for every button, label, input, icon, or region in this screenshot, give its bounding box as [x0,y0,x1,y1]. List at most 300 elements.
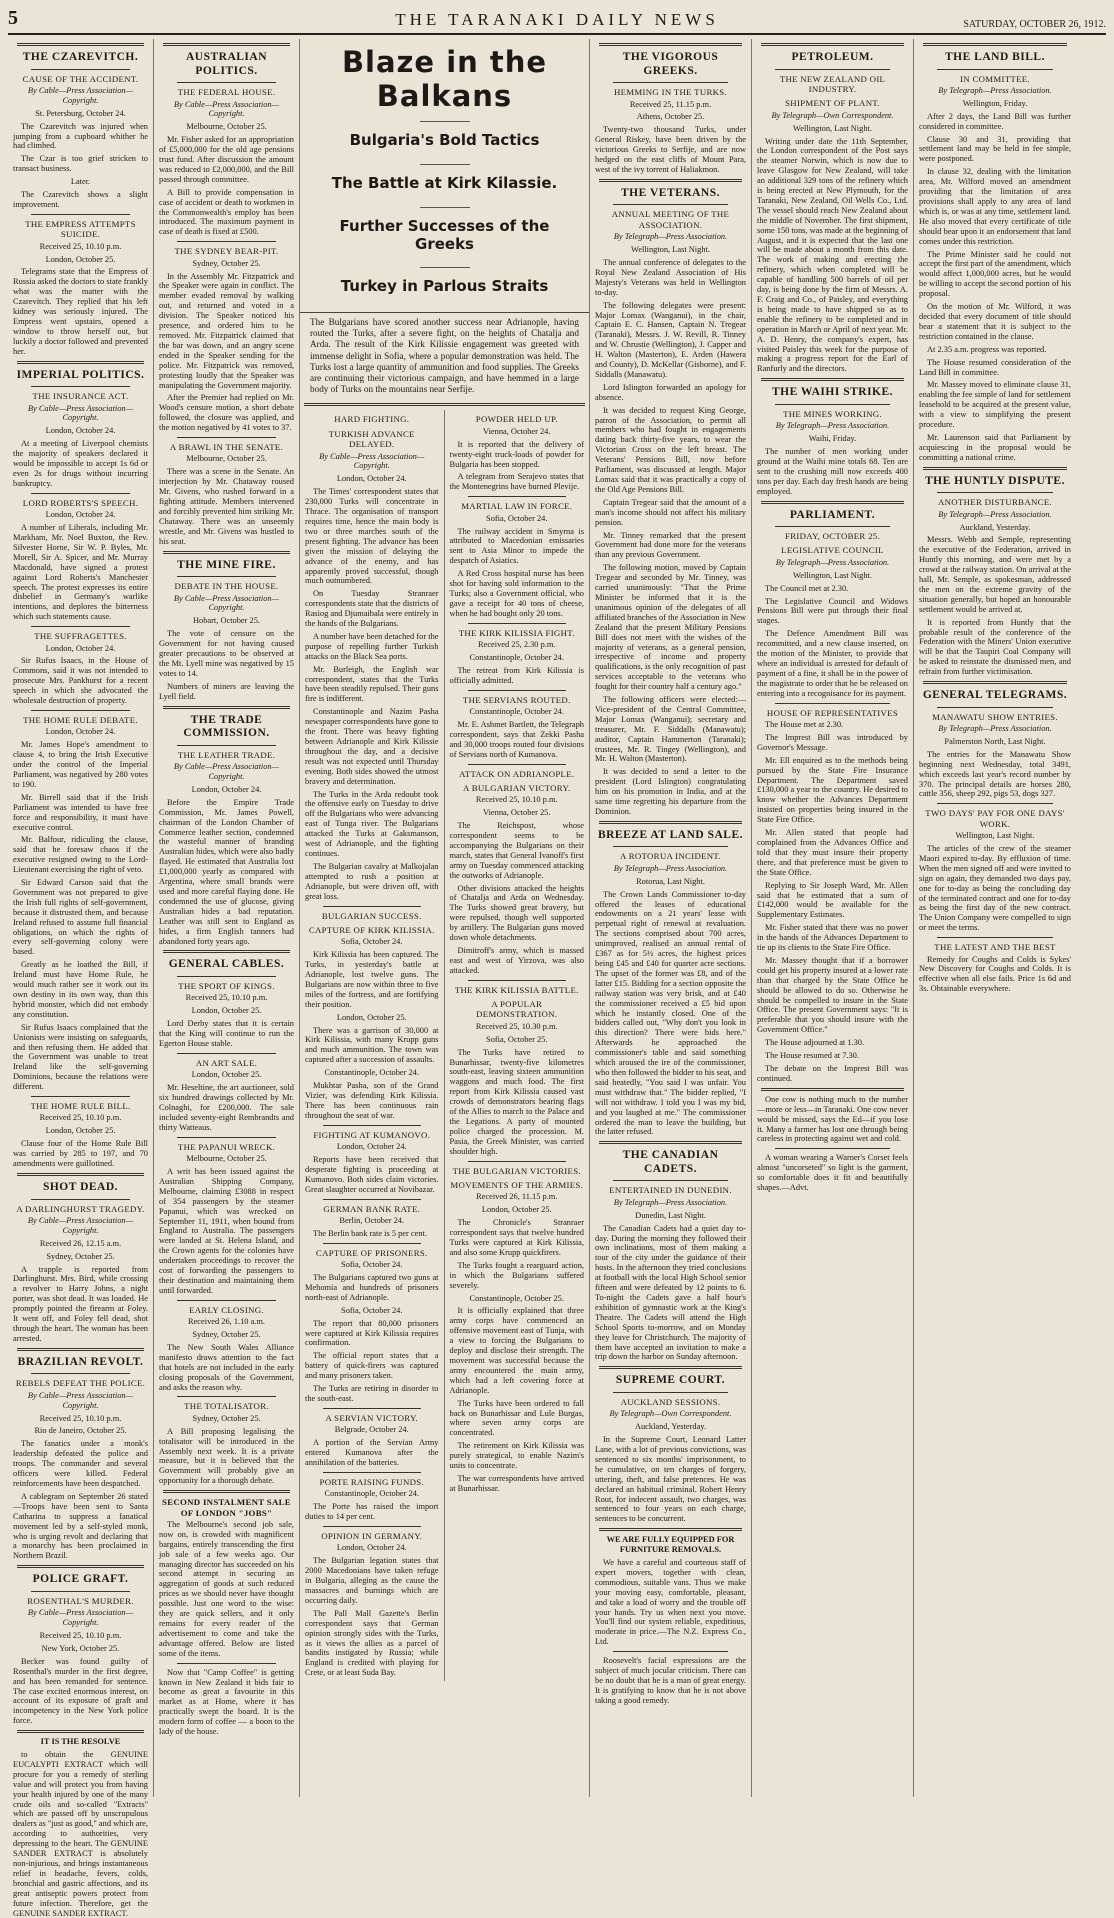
column-6 [914,39,1076,1797]
newspaper-title: THE TARANAKI DAILY NEWS [395,10,719,29]
article-subhead: THE SERVIANS ROUTED. [462,694,571,705]
paragraph: The following delegates were present: Major Lomax (Wanganui), in the chair, Captain E. C. Hansen, Captain N. Tregear (Taranaki), Messrs. J. W. Revill, R. Tinney and W. Chrustie (Wellington), J. Capper and H. Walton (Masterton), E. Arden (Hawera and County), D. McKellar (Gisborne), and F. Siddalls (Manawatu). [595,300,746,379]
divider [17,1730,144,1733]
divider [775,404,890,405]
paragraph: The House resumed consideration of the Land Bill in committee. [919,357,1071,377]
paragraph: The entries for the Manawatu Show beginning next Wednesday, total 3491, which exceeds last year's record number by 370. The principal details are horses 280, cattle 356, sheep 292, pigs 53, dogs 327. [919,749,1071,799]
received-line: Received 25, 10.10 p.m. [39,1413,122,1423]
article-headline: BRAZILIAN REVOLT. [17,1355,144,1368]
divider [420,267,470,268]
paragraph: Writing under date the 11th September, the London correspondent of the Post says the steamer Norwin, which is now due to leave Glasgow for New Zealand, will take an additional 329 tons of the refinery which is being erected at New Plymouth, for the Taranaki, New Zealand, Oil Wells Co., Ltd. The vessel should reach New Zealand about the middle of November. The first shipment, some 150 tons, was made at the beginning of August, and it is expected that the last one will be made about a month from this date. The work of making and erecting the refinery, which when completed will be capable of handling 500 barrels of oil per day, is being done by the firm of Messrs. A. F. Craig and Co., of Paisley, and everything is being made to have shipped so as to enable the refinery to be completed and in operation in March or April of next year. Mr. A. D. Henry, the company's expert, has visited Paisley this week for the purpose of making a progress report for the Earl of Ranfurly and the directors. [757,136,908,374]
paragraph: The retirement on Kirk Kilissia was purely strategical, to enable Nazim's units to concentrate. [449,1441,584,1471]
byline: By Telegraph—Press Association. [613,1197,728,1207]
article-subhead: THE SPORT OF KINGS. [178,980,275,991]
article-subhead: THE HOME RULE DEBATE. [23,714,138,725]
article-subhead: OPINION IN GERMANY. [321,1531,423,1541]
paragraph: Mr. Massey moved to eliminate clause 31, enabling the fee simple of land for settlement leasehold to be acquired at the present value, with a view to simplifying the present procedure. [919,380,1071,430]
divider [177,1053,276,1054]
paragraph: The Czarevitch was injured when jumping from a cupboard whither he had climbed. [13,121,148,151]
dateline: Vienna, October 24. [483,426,551,436]
advertisement-heading: WE ARE FULLY EQUIPPED FOR FURNITURE REMOVALS. [606,1535,735,1555]
divider [761,378,904,381]
paragraph: The report that 80,000 prisoners were captured at Kirk Kilissia requires confirmation. [305,1318,439,1348]
dateline: Wellington, Last Night. [631,245,710,255]
article-headline: GENERAL CABLES. [168,958,285,971]
dateline: Wellington, Friday. [962,98,1028,108]
article-headline: THE MINE FIRE. [177,558,276,571]
paragraph: Mr. Tinney remarked that the present Government had done more for the veterans than any previous Government. [595,530,746,560]
received-line: Received 26, 1.10 a.m. [188,1317,265,1327]
article-subhead: THE KIRK KILISSIA BATTLE. [454,984,579,995]
paragraph: The Times' correspondent states that 230,000 Turks will concentrate in Thrace. The organisation of transport requires time, hence the main body is two or three marches south of the present fighting. The advance has been given the mission of delaying the advance of the enemy, and has apparently proved successful, though much outnumbered. [305,487,439,586]
divider [937,69,1053,70]
paragraph: The Crown Lands Commissioner to-day offered the leases of educational endowments on a 21 years' lease with perpetual right of renewal at revaluation. The sections comprised about 700 acres, unimproved, realised an annual rental of £367 as for 5½ acres, the highest prices being £45 and £40 for quarter acre sections. The upset of the former was £8, and of the latter £15. Bidding for a section opposite the railway station was very brisk, and at £40 the commissioner received a £5 bid upon which he instantly closed. One of the bidders called out, "Why don't you look in this direction? There were bids here." Afterwards he approached the commissioner's table and said something which aroused the ire of the commissioner, who then followed the bidder to his seat, and said heatedly, "You said I was unfair. You must withdraw that." The bidder replied, "I will not withdraw. I told you I was my bid, and you laughed at me." The commissioner ordered the man to leave the building, but the latter refused. [595,889,746,1137]
paragraph: The Turks are retiring in disorder to the south-east. [305,1384,439,1403]
received-line: Received 25, 10.10 p.m. [185,993,268,1003]
divider [613,846,728,847]
paragraph: Mukhtar Pasha, son of the Grand Vizier, was defending Kirk Kilissia. There has been continuous rain throughout the seat of war. [305,1081,439,1120]
article-subhead: PORTE RAISING FUNDS. [319,1476,424,1487]
column-1 [8,39,154,1918]
divider [17,361,144,364]
divider [31,710,130,711]
article-subhead: MOVEMENTS OF THE ARMIES. [450,1180,584,1190]
paragraph: Clause 30 and 31, providing that settlement land may be held in fee simple, were postponed. [919,134,1071,164]
divider [323,1526,421,1527]
paragraph: The Turks in the Arda redoubt took the offensive early on Tuesday to drive off the Bulgarians who were advancing east of Tunga river. The Bulgarians attacked the Turks at Gaksmanson, west of Adrianople, and the fighting continues. [305,789,439,858]
divider [613,82,728,83]
divider [468,980,567,981]
divider [31,1373,130,1374]
article-subhead: A POPULAR DEMONSTRATION. [476,999,558,1020]
divider [31,214,130,215]
byline: By Telegraph—Own Correspondent. [609,1409,732,1419]
article-subhead: MANAWATU SHOW ENTRIES. [932,711,1058,722]
divider [937,803,1053,804]
divider [761,501,904,504]
article-headline: THE LAND BILL. [945,51,1045,63]
divider [177,1300,276,1301]
byline: By Cable—Press Association—Copyright. [319,451,425,471]
paragraph: Mr. Balfour, ridiculing the clause, said that he foresaw chaos if the executive resigned owing to the Lord-Lieutenant exercising the right of veto. [13,835,148,875]
dateline: St. Petersburg, October 24. [35,108,126,118]
paragraph: The Pall Mall Gazette's Berlin correspondent says that German opinion strongly sides with the Turks, as it views the allies as a parcel of bandits instigated by Russia; while England is credited with playing for Crete, or at least Suda Bay. [305,1608,439,1678]
divider [163,43,290,46]
paragraph: Sir Edward Carson said that the Government was not prepared to give the Irish full rights of self-government, because it distrusted them, and because Ireland refused to assume full financial obligations, on which the rights of every self-governing colony were based. [13,878,148,957]
paragraph: It is officially explained that three army corps have commenced an offensive movement east of Tunja, with a view to forcing the Bulgarians to deploy and disclose their strength. The movement was successful because the army encountered the main army, which had a left covering force at Adrianople. [449,1306,584,1395]
dateline: Later. [70,177,91,187]
received-line: Received 26, 11.15 p.m. [476,1192,558,1202]
paragraph: The Bulgarian legation states that 2000 Macedonians have taken refuge in Bulgaria, alleging as the cause the massacres and burnings which are occurring daily. [305,1556,439,1605]
paragraph: The vote of censure on the Government for not having caused greater precautions to be observed at the Mt. Lyell mine was negatived by 15 votes to 14. [159,629,294,678]
paragraph: The articles of the crew of the steamer Maori expired to-day. By effluxion of time. When the men signed off and were invited to sign on again, they demanded two days pay, one for to-day as being the concluding day of the terminated contract and one for to-day as being the first day of the new contract. The Union Company were compelled to sign or meet the terms. [919,844,1071,933]
paragraph: On the motion of Mr. Wilford, it was decided that every document of title should bear a statement that it is subject to the restriction contained in the clause. [919,302,1071,341]
divider [31,1096,130,1097]
paragraph: At 2.35 a.m. progress was reported. [927,344,1047,354]
divider [937,937,1053,938]
dateline: Sydney, October 25. [46,1251,115,1261]
paragraph: Mr. Fisher stated that there was no power in the hands of the Advances Department to tie up its clients to the State Fire Office. [757,923,908,953]
paragraph: Dimitroff's army, which is massed east and west of Yirzova, was also attacked. [449,946,584,975]
divider [937,707,1053,708]
paragraph: A Red Cross hospital nurse has been shot for having sold information to the Turks; also a Government official, who gave a receipt for 40 tons of cheese, when he had bought only 20 tons. [449,569,584,618]
article-subhead: HEMMING IN THE TURKS. [613,87,727,98]
lead-headline: Blaze in the Balkans [341,45,548,114]
dateline: Dunedin, Last Night. [635,1210,706,1220]
byline: By Cable—Press Association—Copyright. [27,1215,134,1235]
paragraph: Mr. E. Ashmet Bartlett, the Telegraph correspondent, says that Zekki Pasha and 30,000 troops routed four divisions of Servians north of Kumanova. [449,719,584,759]
paragraph: At a meeting of Liverpool chemists the majority of speakers declared it would be impossible to accept 1s 6d or even 2s for drugs without incurring bankruptcy. [13,439,148,488]
lead-subheadline: Turkey in Parlous Straits [340,277,549,296]
paragraph: Mr. James Hope's amendment to clause 4, to bring the Irish Executive under the control of the Imperial Parliament, was negatived by 280 votes to 190. [13,740,148,789]
article-subhead: FIGHTING AT KUMANOVO. [313,1129,431,1140]
paragraph: It is reported from Huntly that the probable result of the conference of the Federation with the Miners' Union executive will be that the Taupiri Coal Company will be asked to reinstate the dismissed men, and refrain from further victimisation. [919,617,1071,677]
dateline: London, October 25. [45,254,116,264]
received-line: Received 25, 10.10 p.m. [475,795,558,805]
dateline: Vienna, October 25. [483,808,551,818]
divider [323,906,421,907]
column-2 [154,39,300,1797]
paragraph: The official report states that a battery of quick-firers was captured and many prisoners taken. [305,1351,439,1381]
article-headline: IMPERIAL POLITICS. [16,368,145,381]
article-subhead: A BRAWL IN THE SENATE. [169,442,284,453]
article-headline: PETROLEUM. [791,51,874,63]
divider [420,121,470,122]
article-subhead: ANOTHER DISTURBANCE. [937,497,1052,508]
article-subhead: DEBATE IN THE HOUSE. [174,581,279,592]
byline: By Cable—Press Association—Copyright. [27,403,134,423]
paragraph: Clause four of the Home Rule Bill was carried by 285 to 197, and 70 amendments were guillotined. [13,1139,148,1169]
dateline: Sofia, October 25. [486,1034,548,1044]
paragraph: The number of men working under ground at the Waihi mine totals 68. Ten are sent to the crushing mill now exceeds 400 tons per day. Each day fresh hands are being employed. [757,447,908,496]
paragraph: Mr. Burleigh, the English war correspondent, states that the Turks have been steadily repulsed. Their guns fire is indifferent. [305,664,439,704]
divider [775,1148,890,1149]
dateline: Belgrade, October 24. [334,1425,409,1435]
paragraph: After the Premier had replied on Mr. Wood's censure motion, a short debate followed, the closure was applied, and the motion negatived by 41 votes to 37. [159,393,294,433]
article-headline: THE CZAREVITCH. [22,51,139,63]
divider [599,43,742,46]
article-subhead: THE HOME RULE BILL. [30,1101,131,1112]
paragraph: Other divisions attacked the heights of Chatalja and Arda on Wednesday. The Turks showed great bravery, but were repulsed, though well supported by artillery. The Bulgarian guns moved down whole detachments. [449,883,584,943]
dateline: London, October 24. [45,426,116,436]
divider [599,179,742,182]
divider [599,821,742,824]
article-headline: SHOT DEAD. [42,1180,119,1193]
byline: By Telegraph—Press Association. [938,85,1052,95]
paragraph: It was decided to request King George, patron of the Association, to permit all members who had fought in engagements dating back thirty-five years, to wear the Victorian Cross on the left breast. The Veterans' Pensions Bill, now before Parliament, was discussed at length. Major Lomax said that it was practically a copy of the Old Age Pensions Bill. [595,405,746,494]
paragraph: Mr. Birrell said that if the Irish Parliament was intended to have free force and responsibility, it must have executive control. [13,792,148,832]
divider [17,43,144,46]
paragraph: In the Assembly Mr. Fitzpatrick and the Speaker were again in conflict. The member evaded removal by walking out, and returned and voted in a division. The Speaker noticed his presence, and ordered him to be removed. Mr. Fitzpatrick claimed that the bar was down, and an angry scene ended in the Speaker sending for the police. Mr. Fitzpatrick was removed, protesting loudly that the Speaker was manipulating the Government majority. [159,271,294,390]
dateline: Sofia, October 24. [486,513,548,523]
byline: By Telegraph—Press Association. [938,724,1052,734]
divider [31,626,130,627]
paragraph: A Bill proposing legalising the totalisator will be introduced in the Assembly next week. It is a private measure, but it is believed that the Government will probably give an opportunity for a thorough debate. [159,1426,294,1486]
divider [761,43,904,46]
divider [613,1651,728,1652]
byline: By Cable—Press Association—Copyright. [173,593,280,613]
paragraph: A telegram from Serajevo states that the Montenegrins have burned Plevije. [449,472,584,492]
received-line: Received 25, 10.10 p.m. [39,1630,122,1640]
article-subhead: HARD FIGHTING. [334,414,410,425]
paragraph: Sir Rufus Isaacs, in the House of Commons, said it was not intended to prosecute Mrs. Pankhurst for a recent speech in which she advocated the wholesale destruction of property. [13,656,148,706]
paragraph: A trapple is reported from Darlinghurst. Mrs. Bird, while crossing a revolver to Harry Johns, a night porter, was shot dead. It was loaded. He promptly pointed the firearm at Foley. It went off, and Foley fell dead, shot through the heart. The woman has been arrested. [13,1264,148,1343]
article-subhead: CAPTURE OF KIRK KILISSIA. [308,924,435,935]
article-subhead: ENTERTAINED IN DUNEDIN. [609,1185,732,1196]
dateline: Melbourne, October 25. [186,454,267,464]
article-subhead: MARTIAL LAW IN FORCE. [461,501,573,512]
dateline: Auckland, Yesterday. [634,1422,707,1432]
divider [613,1180,728,1181]
dateline: Auckland, Yesterday. [959,522,1031,532]
lead-right-column [445,410,590,1681]
article-subhead: THE MINES WORKING. [783,408,882,419]
divider [304,403,585,406]
paragraph: The following motion, moved by Captain Tregear and seconded by Mr. Tinney, was carried unanimously: "That the Prime Minister be informed that it is the unanimous opinion of the delegates of all affiliated branches of the Association in New Zealand that the present Military Pensions Bill does not meet with the wishes of the majority of veterans, as a general pension, irrespective of income and property qualifications, is the only recognition of past services acceptable to the veterans who fought for their country half a century ago." [595,563,747,692]
article-subhead: THE INSURANCE ACT. [32,391,129,402]
dateline: Melbourne, October 25. [186,122,267,132]
article-subhead: A BULGARIAN VICTORY. [463,782,571,793]
dateline: London, October 25. [191,1006,262,1016]
dateline: Constantinople, October 24. [324,1068,419,1078]
divider [163,950,290,953]
paragraph: The Canadian Cadets had a quiet day to-day. During the morning they followed their own inclinations, most of them making a tour of the city under the guidance of their hosts. In the afternoon they tried conclusions at football with the local High School senior fifteen and were defeated by 12 points to 6. To-night the Cadets gave a half hour's exhibition of gymnastic work at the King's Theatre. The Cadets will attend the High School Sports to-morrow, and on Monday they leave for Christchurch. The majority of them have accepted an invitation to make a trip down the harbor on Sunday afternoon. [595,1223,746,1362]
article-subhead: FRIDAY, OCTOBER 25. [785,531,880,542]
article-subhead: A SERVIAN VICTORY. [325,1412,418,1423]
paragraph: The Bulgarian cavalry at Malkojalan attempted to rush a position at Adrianople, but were driven off, with great loss. [305,861,439,901]
advertisement-text: The Melbourne's second job sale, now on, is crowded with magnificent bargains, entirely transcending the first job sale of a few weeks ago. Our managing director has succeeded on his second attempt in securing an aggregation of goods at such reduced prices as we should never have thought possible. Just one word to the wise: they are quick sellers, and it only remains for every reader of the advertisement to come and take the advantage offered. Below are listed some of the items. [159,1519,294,1658]
paragraph: In clause 32, dealing with the limitation area, Mr. Wilford moved an amendment providing that the limitation of area provisions shall apply to any area of land which is, or was at any time, settlement land. He also moved that every certificate of title should bear upon it an endorsement that land comes under this restriction. [919,167,1071,246]
article-subhead: AN ART SALE. [195,1057,258,1068]
dateline: Sofia, October 24. [341,937,403,947]
dateline: Berlin, October 24. [339,1215,405,1225]
advertisement-text: We have a careful and courteous staff of expert movers, together with clean, commodious, suitable vans. Thus we make your moving easy, comfortable, pleasant, and take a load of worry and the trouble off your hands. Try us when next you move. You'll find our system reliable, expeditious, moderate in price.—The N.Z. Express Co., Ltd. [595,1558,746,1647]
paragraph: Mr. Laurenson said that Parliament by acquiescing in the proposal would be committing a national crime. [919,432,1071,462]
paragraph: Mr. Fisher asked for an appropriation of £5,000,000 for the old age pensions trust fund. After discussion the amount was reduced to £2,000,000, and the Bill passed through committee. [159,135,294,184]
divider [31,1199,130,1200]
article-subhead: THE FEDERAL HOUSE. [177,87,276,98]
paragraph: Mr. Ell enquired as to the methods being pursued by the State Fire Insurance Department. The Department saved £130,000 a year to the country. He desired to know whether the Advances Department insisted on properties being insured in the State Fire Office. [757,755,908,825]
byline: By Telegraph—Press Association. [775,557,890,567]
article-subhead: TWO DAYS' PAY FOR ONE DAYS' WORK. [925,808,1065,829]
divider [177,1396,276,1397]
article-subhead: A DARLINGHURST TRAGEDY. [16,1203,145,1214]
dateline: London, October 24. [336,1543,407,1553]
article-headline: BREEZE AT LAND SALE. [597,828,744,841]
paragraph: Reports have been received that desperate fighting is proceeding at Kumanovo. Both sides claim victories. Great slaughter occurred at Novibazar. [305,1154,439,1194]
advertisement-heading: IT IS THE RESOLVE [40,1737,121,1747]
column-4 [590,39,752,1797]
article-headline: GENERAL TELEGRAMS. [922,689,1068,702]
paragraph: The Council met at 2.30. [765,583,849,593]
paragraph: Telegrams state that the Empress of Russia asked the doctors to state frankly what was the matter with the Czarevitch. They replied that his left kidney was seriously injured. The Empress went upstairs, opened a window to throw herself out, but luckily a doctor followed and prevented her. [13,267,148,356]
divider [468,1161,567,1162]
dateline: Wellington, Last Night. [793,123,872,133]
article-subhead: THE BULGARIAN VICTORIES. [452,1165,581,1176]
article-headline: POLICE GRAFT. [32,1573,129,1586]
article-headline: THE CANADIAN CADETS. [622,1149,719,1175]
dateline: London, October 25. [45,1126,116,1136]
paragraph: A writ has been issued against the Australian Shipping Company, Melbourne, claiming £3088 in respect of 354 passengers by the steamer Papanui, which was wrecked on September 11, 1911, when bound from England to Australia. The passengers were landed at St. Helena Island, and the Crown agents for the colonies have undertaken proceedings to recover the cost of forwarding the passengers to their destination and maintaining them until forwarded. [159,1166,294,1295]
divider [923,43,1067,46]
received-line: Received 25, 10.30 p.m. [475,1021,558,1031]
paragraph: Becker was found guilty of Rosenthal's murder in the first degree, and has been remanded for sentence. The case excited enormous interest, on account of its exposure of graft and incompetency in the New York police force. [13,1656,148,1726]
dateline: Waihi, Friday. [808,434,857,444]
byline: By Telegraph—Press Association. [613,863,728,873]
divider [923,681,1067,684]
dateline: Sydney, October 25. [192,258,261,268]
article-subhead: REBELS DEFEAT THE POLICE. [15,1378,146,1389]
paragraph: The New South Wales Alliance manifesto draws attention to the fact that hotels are not included in the early closing proposals of the Government, and asks the reason why. [159,1342,294,1392]
paragraph: Lord Derby states that it is certain that the King will continue to run the Egerton House stable. [159,1019,294,1048]
article-headline: PARLIAMENT. [789,508,876,521]
divider [613,204,728,205]
paragraph: The fanatics under a monk's leadership defeated the police and troops. The commander and several officers were killed. Federal reinforcements have been despatched. [13,1439,148,1488]
lead-summary: The Bulgarians have scored another success near Adrianople, having routed the Turks, after a severe fight, on the heights of Chatalja and Arda. The result of the Kirk Kilissie engagement was greeted with immense delight in Sofia, where a popular demonstration was held. The Turks lost a large quantity of ammunition and food supplies. The Greeks are continuing their victorious campaign, and have hemmed in a large body of Turks on the mountains near Serfije. [310,316,579,395]
dateline: London, October 24. [45,643,116,653]
paragraph: On Tuesday Stranraer correspondents state that the districts of Rasiog and Djumaibala were entirely in the hands of the Bulgarians. [305,589,439,629]
byline: By Telegraph—Press Association. [613,232,728,242]
paragraph: Replying to Sir Joseph Ward, Mr. Allen said that he estimated that a sum of £142,000 would be available for the Supplementary Estimates. [757,880,908,920]
paragraph: The Legislative Council and Widows Pensions Bill were put through their final stages. [757,596,908,626]
paragraph: A number have been detached for the purpose of repelling further Turkish attacks on the Black Sea ports. [305,631,439,661]
paragraph: The House met at 2.30. [765,720,844,729]
divider [163,551,290,554]
divider [468,764,567,765]
paragraph: The Czarevitch shows a slight improvement. [13,190,148,209]
paragraph: Constantinople and Nazim Pasha newspaper correspondents have gone to the front. There was heavy fighting between Adrianople and Kirk Kilissie throughout the day, and a decisive result was not expected until Thursday evening. Both sides showed the utmost bravery and determination. [305,707,439,786]
article-headline: THE VIGOROUS GREEKS. [622,51,719,77]
paragraph: It was decided to send a letter to the president (Lord Islington) congratulating him on his promotion in India, and at the same time regretting his departure from the Dominion. [595,767,746,816]
dateline: Constantinople, October 24. [469,652,564,662]
article-subhead: THE SYDNEY BEAR-PIT. [174,246,279,257]
paragraph: The annual conference of delegates to the Royal New Zealand Association of His Majesty's Veterans was held in Wellington to-day. [595,257,746,297]
dateline: Hobart, October 25. [193,616,260,626]
divider [17,1348,144,1351]
divider [775,703,890,704]
paragraph: Mr. Heseltine, the art auctioneer, sold six hundred drawings collected by Mr. Colnaghi, for £200,000. The sale included seventy-eight Rembrandts and thirty Watteaus. [159,1083,294,1132]
divider [31,69,130,70]
paragraph: The Czar is too grief stricken to transact business. [13,154,148,174]
article-subhead: A ROTORUA INCIDENT. [620,851,721,862]
received-line: Received 26, 12.15 a.m. [39,1238,122,1248]
dateline: Wellington, Last Night. [955,831,1035,841]
dateline: London, October 25. [191,1070,262,1080]
divider [31,1591,130,1592]
paragraph: The war correspondents have arrived at Bunarhissar. [449,1473,584,1493]
article-subhead: BULGARIAN SUCCESS. [321,910,422,921]
article-subhead: HOUSE OF REPRESENTATIVES [766,707,899,718]
article-subhead: ROSENTHAL'S MURDER. [27,1595,134,1606]
byline: By Telegraph—Press Association. [938,509,1052,519]
paragraph: The Turks have been ordered to fall back on Bunarhissar and Lule Burgas, where seven army corps are concentrated. [449,1398,584,1438]
dateline: Constantinople, October 24. [324,1489,419,1499]
divider [177,1663,276,1664]
paragraph: The Imprest Bill was introduced by Governor's Message. [757,732,908,752]
paragraph: The Bulgarians captured two guns at Mehomia and hundreds of prisoners north-east of Adrianople. [305,1273,439,1302]
masthead [8,4,1106,35]
article-subhead: LORD ROBERTS'S SPEECH. [22,497,139,508]
received-line: Received 25, 2.30 p.m. [478,640,556,650]
article-subhead: THE LEATHER TRADE. [177,749,276,760]
article-headline: THE HUNTLY DISPUTE. [925,474,1065,487]
article-subhead: THE LATEST AND THE BEST [934,942,1056,953]
lead-story-columns [300,410,589,1681]
article-subhead: TURKISH ADVANCE DELAYED. [328,428,415,450]
divider [599,1528,742,1531]
paragraph: The House resumed at 7.30. [765,1051,859,1061]
dateline: London, October 24. [336,1142,407,1152]
lead-left-column [300,410,445,1681]
dateline: Palmerston North, Last Night. [944,736,1046,746]
paragraph: The debate on the Imprest Bill was continued. [757,1064,908,1083]
paragraph: Lord Islington forwarded an apology for absence. [595,382,746,402]
divider [468,690,567,691]
divider [177,576,276,577]
divider [163,1490,290,1493]
advertisement-text: Roosevelt's facial expressions are the subject of much jocular criticism. There can be no doubt that he is a man of great energy. It is gratifying to know that he is not above taking a good remedy. [595,1656,746,1705]
divider [177,1137,276,1138]
paragraph: The Porte has raised the import duties to 14 per cent. [305,1502,439,1522]
paragraph: Sir Rufus Isaacs complained that the Unionists were insisting on safeguards, and then refusing them. He added that the Government was unable to treat Ireland like the self-governing Dominions, because the relations were different. [13,1022,148,1092]
divider [31,386,130,387]
divider [31,493,130,494]
paragraph: There was a garrison of 30,000 at Kirk Kilissia, with many Krupp guns and much ammunition. The town was captured after a succession of assaults. [305,1025,439,1065]
paragraph: The following officers were elected:—Vice-president of the Central Committee, Major Lomax (Wanganui); secretary and treasurer, Mr. F. Siddalls (Manawatu); auditor, Captain Hammerton (Taranaki); trustees, Mr. R. Tingey (Wellington), and Mr. H. Walton (Masterton). [595,695,746,764]
article-subhead: THE KIRK KILISSIA FIGHT. [458,627,575,638]
dateline: Sofia, October 24. [341,1260,403,1270]
article-headline: AUSTRALIAN POLITICS. [185,51,268,77]
divider [761,1088,904,1091]
article-subhead: LEGISLATIVE COUNCIL [781,545,884,556]
byline: By Cable—Press Association—Copyright. [173,762,280,781]
byline: By Telegraph—Press Association. [775,421,890,431]
divider [177,745,276,746]
columns [8,39,1106,1918]
divider [323,1408,421,1409]
paragraph: There was a scene in the Senate. An interjection by Mr. Chataway roused Mr. Givens, who rushed forward in a fighting attitude. Members intervened and forcibly prevented him striking Mr. Chataway. There was an unseemly wrestle, and Mr. Givens was hustled to his seat. [159,467,294,546]
dateline: New York, October 25. [41,1643,120,1653]
advertisement-heading: SECOND INSTALMENT SALE OF LONDON "JOBS" [162,1497,291,1518]
column-5 [752,39,914,1797]
dateline: Constantinople, October 24. [469,707,564,717]
page-number: 5 [8,7,18,29]
divider [937,492,1053,493]
advertisement-text: Now that "Camp Coffee" is getting known in New Zealand it bids fair to become as great a favourite in this market as at Home, where it has practically swept the board. It is the modern form of coffee — a boon to the lady of the house. [159,1667,294,1737]
divider [599,1366,742,1369]
paragraph: The railway accident in Smyrna is attributed to Macedonian emissaries sent to Asia Minor to impede the despatch of Asiatics. [449,526,584,566]
dateline: London, October 25. [481,1205,552,1215]
paragraph: The retreat from Kirk Kilissia is officially admitted. [449,665,584,685]
paragraph: Greatly as he loathed the Bill, if Ireland must have Home Rule, he would much rather see it work out its own destiny in its own way, than this hybrid monster, which did not embody any constitution. [13,960,148,1019]
paragraph: Kirk Kilissia has been captured. The Turks, in yesterday's battle at Adrianople, lost twelve guns. The Bulgarians are now within three to five miles of the fortress, and are fortifying their position. [305,950,439,1009]
dateline: London, October 24. [336,474,407,484]
paragraph: A number of Liberals, including Mr. Markham, Mr. Noel Buxton, the Rev. Silvester Horne, Sir W. P. Byles, Mr. Morell, Sir A. Spicer, and Mr. Murray Macdonald, have signed a protest against Lord Roberts's Manchester speech. The protest expresses its entire disbelief in Germany's warlike intentions, and deplores the bitterness which such statements cause. [13,523,148,622]
paragraph: Captain Tregear said that the amount of a man's income should not affect his military pension. [595,497,746,527]
divider [420,164,470,165]
article-headline: THE WAIHI STRIKE. [771,386,894,399]
dateline: London, October 25. [336,1012,407,1022]
byline: By Cable—Press Association—Copyright. [173,99,280,119]
dateline: Sydney, October 25. [192,1413,261,1423]
dateline: Rotorua, Last Night. [636,876,705,886]
divider [17,1565,144,1568]
divider [323,1125,421,1126]
paragraph: A portion of the Servian Army entered Kumanova after the annihilation of the batteries. [305,1438,439,1467]
article-subhead: ATTACK ON ADRIANOPLE. [459,768,575,779]
divider [177,241,276,242]
paragraph: In the Supreme Court, Leonard Latter Lane, with a lot of previous convictions, was sentenced to six months' imprisonment, to be cumulative, on ten charges of forgery, uttering, theft, and false pretences. He was declared an habitual criminal. Robert Henry Rout, for indecent assault, two charges, was sentenced to four years on each charge, sentences to be concurrent. [595,1435,746,1524]
